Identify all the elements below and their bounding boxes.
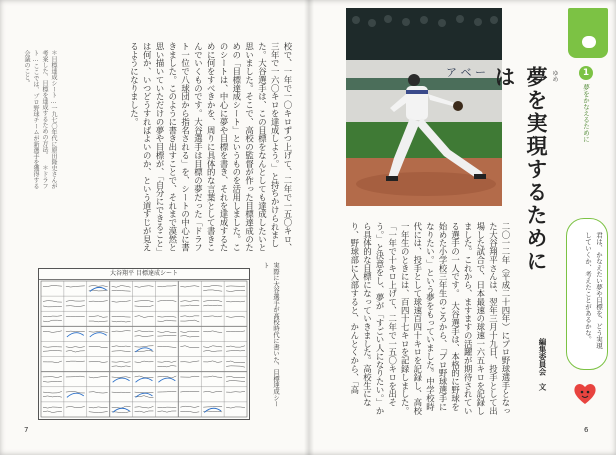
handwriting-stroke [43, 411, 62, 413]
handwriting-stroke [43, 301, 62, 302]
handwriting-stroke [157, 361, 176, 362]
handwriting-stroke [157, 335, 176, 336]
section-theme: 夢をかなえるために [582, 84, 590, 143]
title-ruby: ゆめ [551, 70, 558, 82]
handwriting-stroke [180, 391, 199, 392]
handwriting-stroke [135, 406, 154, 408]
handwriting-stroke [203, 286, 222, 287]
blue-ink-mark [136, 378, 153, 382]
blue-ink-mark [158, 378, 175, 382]
goal-achievement-sheet-image [38, 268, 250, 420]
handwriting-stroke [203, 361, 222, 363]
handwriting-stroke [89, 407, 108, 408]
page-title: 夢を実現するためには [492, 66, 549, 273]
handwriting-stroke [135, 286, 154, 288]
handwriting-stroke [203, 331, 222, 333]
handwriting-stroke [226, 361, 245, 363]
handwriting-stroke [203, 350, 222, 351]
handwriting-stroke [43, 331, 62, 333]
handwriting-stroke [43, 407, 62, 408]
right-body-text: 二〇一二年（平成二十四年）にプロ野球選手となった大谷翔平さんは、翌年三月十九日、投手として出場した試合で、日本最速の球速一六五キロを記録しました。これから、ますますの活躍が期待されている選手の一人です。 大谷選手は、本格的に野球を始めた小学校三年生のころから、「プロ野球選手になりたい。」という夢をもっていました。中学校時代には、投手として球速百四十キロを記録し、高校一年生のときには、百四十七キロを記録しました。「一年で十キロ上げて、二年で一五〇キロを出そう。」と決意をし、夢が「すごい人になりたい。」から具体的な目標になっていきました。高校生になり、野球部に入部すると、かんとくから、「高 [349, 222, 511, 415]
handwriting-stroke [226, 331, 245, 332]
blue-ink-mark [113, 378, 130, 382]
handwriting-stroke [43, 381, 62, 382]
blue-ink-mark [67, 393, 84, 397]
right-page-number: 6 [584, 426, 589, 434]
handwriting-stroke [66, 347, 85, 348]
handwriting-stroke [226, 381, 245, 382]
handwriting-stroke [43, 286, 62, 287]
handwriting-stroke [203, 316, 222, 317]
handwriting-stroke [203, 346, 222, 348]
handwriting-stroke [66, 350, 85, 352]
handwriting-stroke [66, 406, 85, 407]
handwriting-stroke [66, 331, 85, 332]
handwriting-stroke [157, 366, 176, 367]
handwriting-stroke [89, 321, 108, 322]
handwriting-stroke [180, 331, 199, 332]
smiley-icon [582, 36, 596, 48]
handwriting-stroke [135, 392, 154, 393]
handwriting-stroke [135, 361, 154, 363]
handwriting-stroke [157, 316, 176, 317]
handwriting-stroke [180, 376, 199, 377]
handwriting-stroke [180, 346, 199, 348]
handwriting-stroke [112, 377, 131, 378]
handwriting-stroke [157, 320, 176, 321]
stadium-signage: ア ベ ー [446, 66, 486, 79]
section-number-badge: 1 [579, 66, 593, 80]
handwriting-stroke [43, 392, 62, 393]
handwriting-stroke [180, 301, 199, 302]
handwriting-stroke [180, 411, 199, 412]
handwriting-stroke [203, 391, 222, 392]
handwriting-stroke [112, 346, 131, 347]
handwriting-stroke [135, 316, 154, 318]
handwriting-stroke [112, 366, 131, 367]
handwriting-stroke [43, 396, 62, 397]
left-page-number: 7 [24, 426, 29, 434]
handwriting-stroke [135, 411, 154, 412]
handwriting-stroke [43, 320, 62, 322]
handwriting-stroke [226, 391, 245, 392]
handwriting-stroke [180, 406, 199, 407]
handwriting-stroke [180, 335, 199, 337]
handwriting-stroke [66, 376, 85, 377]
handwriting-stroke [89, 361, 108, 362]
handwriting-stroke [43, 361, 62, 363]
handwriting-stroke [89, 412, 108, 413]
handwriting-stroke [43, 316, 62, 317]
handwriting-stroke [203, 305, 222, 306]
handwriting-stroke [226, 377, 245, 378]
handwriting-stroke [180, 320, 199, 322]
handwriting-stroke [203, 376, 222, 377]
handwriting-stroke [226, 366, 245, 367]
handwriting-stroke [157, 285, 176, 286]
handwriting-stroke [112, 321, 131, 322]
blue-ink-mark [67, 333, 84, 337]
handwriting-stroke [89, 332, 108, 333]
handwriting-stroke [112, 286, 131, 288]
handwriting-stroke [112, 301, 131, 302]
goal-sheet-grid [39, 279, 249, 419]
chapter-tab [568, 8, 608, 58]
handwriting-stroke [112, 316, 131, 317]
handwriting-stroke [203, 406, 222, 407]
footnotes: ＊目標達成シート…一九七〇年代に原田隆史さんが考案した、目標を達成するための方法。 ＊ドラフト…ここでは、プロ野球チームが新選手を獲得する会議のこと。 [23, 50, 57, 189]
handwriting-stroke [112, 362, 131, 363]
goal-sheet-title: 大谷翔平 目標達成シート [39, 269, 249, 280]
handwriting-stroke [157, 300, 176, 301]
handwriting-stroke [203, 290, 222, 291]
handwriting-stroke [43, 376, 62, 377]
handwriting-stroke [112, 406, 131, 408]
handwriting-stroke [89, 392, 108, 393]
handwriting-stroke [135, 300, 154, 301]
handwriting-stroke [203, 300, 222, 301]
question-bubble-text: 君は、かなえたい夢や目標を、どう実現していくか、考えたことがあるかな。 [584, 232, 603, 349]
book-gutter [304, 0, 314, 455]
handwriting-stroke [180, 361, 199, 362]
handwriting-stroke [157, 411, 176, 412]
pitcher-illustration [346, 8, 502, 206]
handwriting-stroke [226, 350, 245, 351]
handwriting-stroke [112, 290, 131, 291]
handwriting-stroke [226, 290, 245, 291]
handwriting-stroke [43, 350, 62, 351]
handwriting-stroke [157, 346, 176, 347]
handwriting-stroke [89, 346, 108, 347]
handwriting-stroke [226, 346, 245, 347]
chart-caption: 実際に大谷選手が高校時代に書いた、目標達成シート [262, 262, 279, 407]
handwriting-stroke [226, 407, 245, 408]
handwriting-stroke [66, 305, 85, 306]
handwriting-stroke [89, 285, 108, 286]
handwriting-stroke [157, 331, 176, 332]
handwriting-stroke [89, 301, 108, 302]
handwriting-stroke [43, 306, 62, 307]
handwriting-stroke [135, 331, 154, 332]
handwriting-stroke [89, 316, 108, 318]
handwriting-stroke [112, 331, 131, 332]
handwriting-stroke [157, 407, 176, 408]
handwriting-stroke [89, 376, 108, 377]
handwriting-stroke [180, 305, 199, 306]
handwriting-stroke [66, 361, 85, 362]
handwriting-stroke [66, 300, 85, 301]
handwriting-stroke [66, 286, 85, 287]
handwriting-stroke [135, 305, 154, 306]
handwriting-stroke [157, 391, 176, 392]
handwriting-stroke [180, 316, 199, 317]
handwriting-stroke [135, 376, 154, 378]
blue-ink-mark [90, 333, 107, 337]
handwriting-stroke [135, 346, 154, 347]
handwriting-stroke [226, 316, 245, 317]
handwriting-stroke [112, 392, 131, 393]
handwriting-stroke [135, 336, 154, 337]
blue-ink-mark [204, 408, 221, 412]
handwriting-stroke [112, 351, 131, 352]
handwriting-stroke [180, 286, 199, 287]
handwriting-stroke [226, 301, 245, 302]
pitcher-photo [346, 8, 502, 206]
author-credit: 編集委員会 文 [538, 338, 547, 391]
heart-mascot-icon [572, 380, 598, 406]
left-body-text: 校で、一年で一〇キロずつ上げて、二年で一五〇キロ、三年で一六〇キロを達成しよう。」と持ちかけられました。大谷選手は、この目標をなんとしても達成したいと思いました。そこで、高校の監督が作った目標達成のための「目標達成シート」というものを活用しました。このシートは、中心に夢や目標を書き、それを達成するために何をすべきかを、周りに具体的な言葉として書きこんでいくものです。大谷選手は目標の夢だった「ドラフト一位で八球団から指名される」を、シートの中心に書きました。このように書き出すことで、それまで漠然と思い描いていただけの夢や目標が、「自分にできること」は何か、いつどうすればよいのか、という道すじが見えるようになりました。 [129, 42, 293, 252]
